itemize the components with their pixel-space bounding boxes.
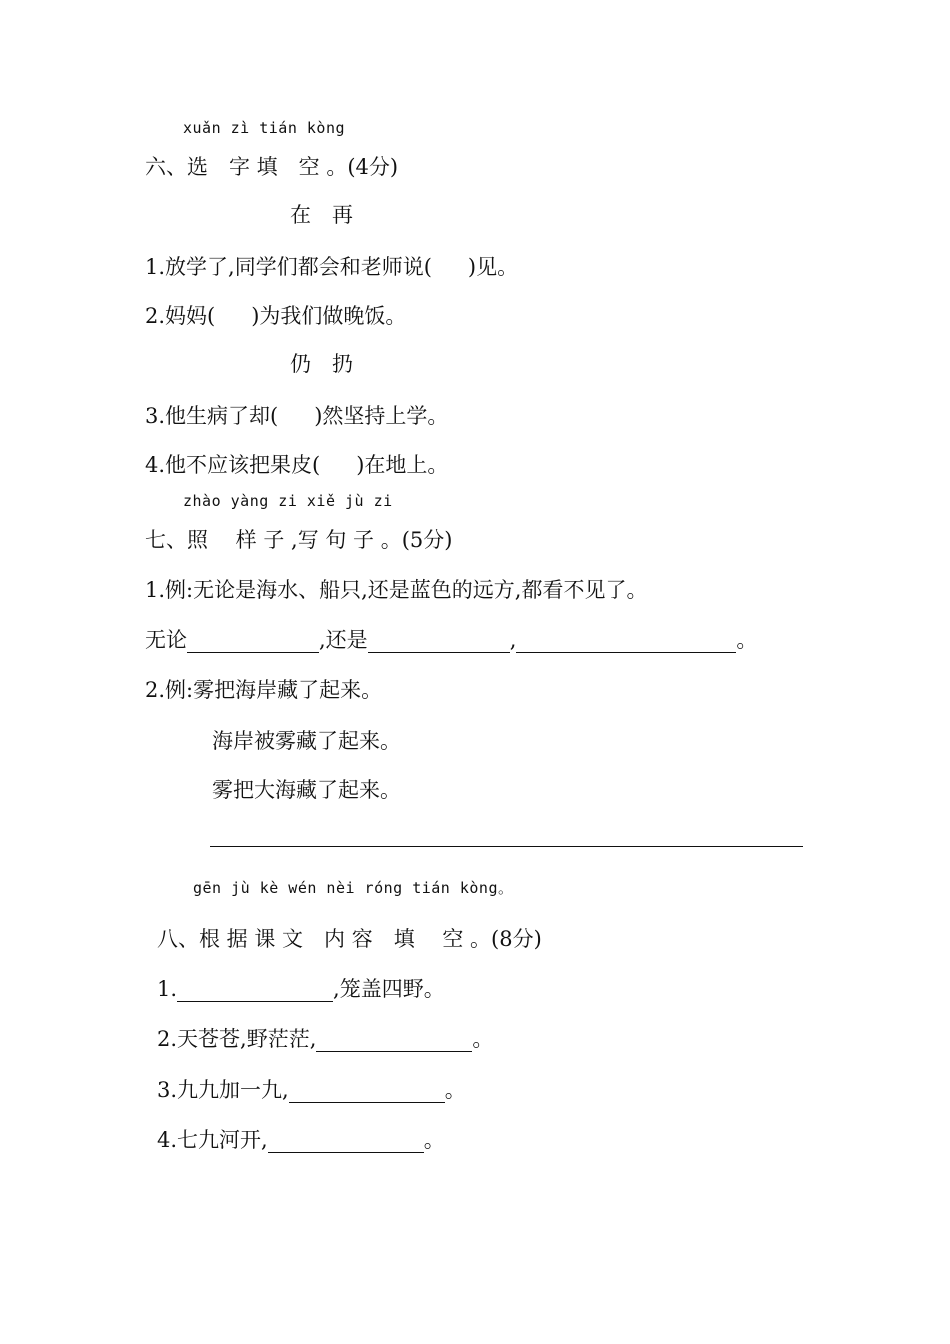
section7-example-1: 1.例:无论是海水、船只,还是蓝色的远方,都看不见了。 — [145, 578, 648, 602]
s8q4-suffix: 。 — [423, 1128, 445, 1152]
s8q1-suffix: ,笼盖四野。 — [333, 977, 445, 1001]
s8q3-suffix: 。 — [444, 1078, 466, 1102]
q3-text-after: )然坚持上学。 — [314, 404, 449, 428]
fill-blank-1[interactable] — [187, 630, 319, 653]
s8q2-prefix: 2.天苍苍,野茫茫, — [157, 1027, 317, 1051]
s8q3-blank[interactable] — [289, 1080, 445, 1103]
section6-question-3 — [145, 402, 448, 430]
q3-text-before: 3.他生病了却( — [145, 404, 279, 428]
s8q1-prefix: 1. — [157, 977, 178, 1001]
section8-question-2 — [157, 1025, 493, 1053]
fill-comma: , — [509, 628, 517, 652]
section7-answer-line[interactable] — [210, 846, 803, 847]
section7-example-2-line-1: 海岸被雾藏了起来。 — [212, 729, 401, 753]
section6-pinyin: xuǎn zì tián kòng — [183, 119, 346, 137]
section8-pinyin: gēn jù kè wén nèi róng tián kòng。 — [193, 879, 514, 897]
section6-title: 六、选 字 填 空 。(4分) — [145, 155, 399, 179]
section6-char-group-1: 在 再 — [290, 203, 353, 227]
q2-text-after: )为我们做晚饭。 — [251, 304, 407, 328]
fill-haishi-label: ,还是 — [319, 628, 368, 652]
q1-text-before: 1.放学了,同学们都会和老师说( — [145, 255, 432, 279]
s8q4-blank[interactable] — [268, 1130, 424, 1153]
s8q1-blank[interactable] — [177, 979, 333, 1002]
s8q2-suffix: 。 — [472, 1027, 494, 1051]
section8-title: 八、根 据 课 文 内 容 填 空 。(8分) — [157, 927, 542, 951]
section6-char-group-2: 仍 扔 — [290, 352, 353, 376]
section6-question-4 — [145, 451, 448, 479]
fill-blank-3[interactable] — [516, 630, 736, 653]
fill-period: 。 — [736, 628, 758, 652]
q4-text-before: 4.他不应该把果皮( — [145, 453, 321, 477]
s8q4-prefix: 4.七九河开, — [157, 1128, 268, 1152]
section6-question-1 — [145, 253, 518, 281]
section7-pinyin: zhào yàng zi xiě jù zi — [183, 492, 393, 510]
section6-question-2 — [145, 302, 406, 330]
q4-text-after: )在地上。 — [356, 453, 449, 477]
section7-example-2: 2.例:雾把海岸藏了起来。 — [145, 678, 383, 702]
s8q2-blank[interactable] — [316, 1029, 472, 1052]
q2-text-before: 2.妈妈( — [145, 304, 216, 328]
section7-example-2-line-2: 雾把大海藏了起来。 — [212, 778, 401, 802]
fill-blank-2[interactable] — [368, 630, 510, 653]
s8q3-prefix: 3.九九加一九, — [157, 1078, 289, 1102]
section7-fill-line — [145, 626, 757, 654]
section7-title: 七、照 样 子 ,写 句 子 。(5分) — [145, 528, 453, 552]
fill-wulun-label: 无论 — [145, 628, 187, 652]
section8-question-4 — [157, 1126, 445, 1154]
section8-question-3 — [157, 1076, 466, 1104]
q1-text-after: )见。 — [467, 255, 519, 279]
section8-question-1 — [157, 975, 445, 1003]
